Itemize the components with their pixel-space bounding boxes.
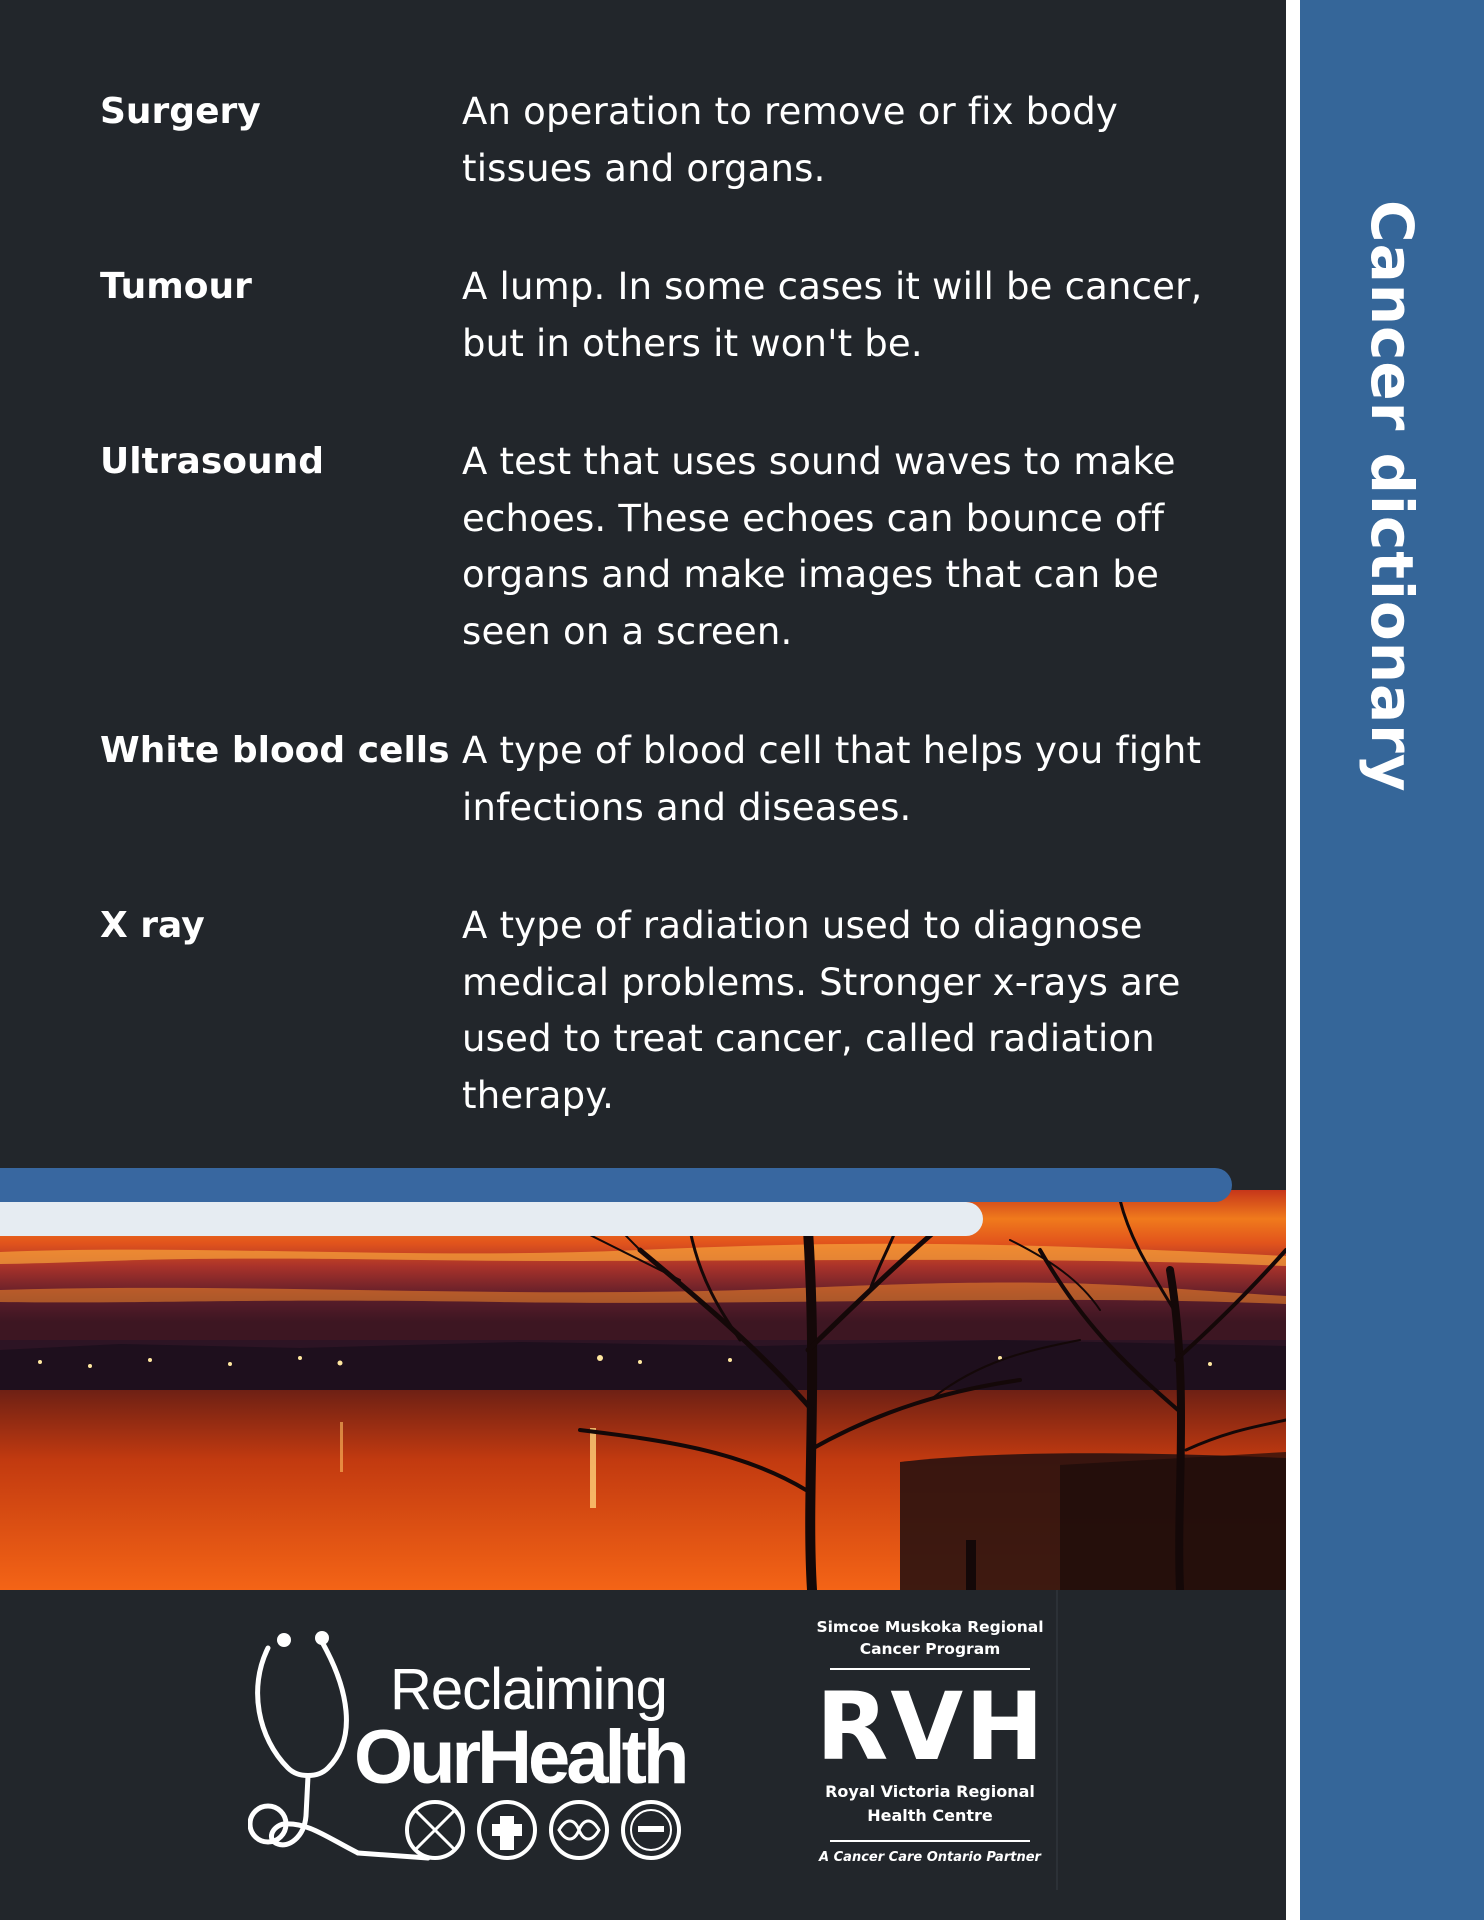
definition: A type of blood cell that helps you fight infections and diseases. [462, 729, 1202, 829]
definition: A lump. In some cases it will be cancer, but in others it won't be. [462, 265, 1203, 365]
accent-bar-light [0, 1202, 983, 1236]
side-panel-title: Cancer dictionary [1358, 200, 1426, 793]
accent-bar-blue [0, 1168, 1232, 1202]
rvh-rule-top [830, 1668, 1030, 1670]
rvh-wordmark: RVH [816, 1673, 1046, 1782]
term: Surgery [100, 91, 261, 132]
rvh-rule-bottom [830, 1840, 1030, 1842]
rvh-program-name: Simcoe Muskoka Regional Cancer Program [816, 1618, 1044, 1658]
rvh-centre-name: Royal Victoria Regional Health Centre [825, 1782, 1035, 1825]
sunset-lake-photo [0, 1190, 1286, 1590]
footer-divider [1056, 1590, 1058, 1890]
side-panel-gap [1286, 0, 1300, 1920]
term: White blood cells [100, 730, 450, 771]
logo-text-reclaiming: Reclaiming [390, 1657, 667, 1722]
term: Ultrasound [100, 441, 325, 482]
definition: A type of radiation used to diagnose medical problems. Stronger x-rays are used to treat cancer, called radiation therapy. [462, 904, 1181, 1117]
rvh-partner-text: A Cancer Care Ontario Partner [819, 1850, 1041, 1865]
logo-text-ourhealth: OurHealth [354, 1715, 686, 1800]
definition: A test that uses sound waves to make echoes. These echoes can bounce off organs and make images that can be seen on a screen. [462, 440, 1176, 653]
term: Tumour [100, 266, 252, 307]
definition: An operation to remove or fix body tissues and organs. [462, 90, 1118, 190]
term: X ray [100, 905, 205, 946]
